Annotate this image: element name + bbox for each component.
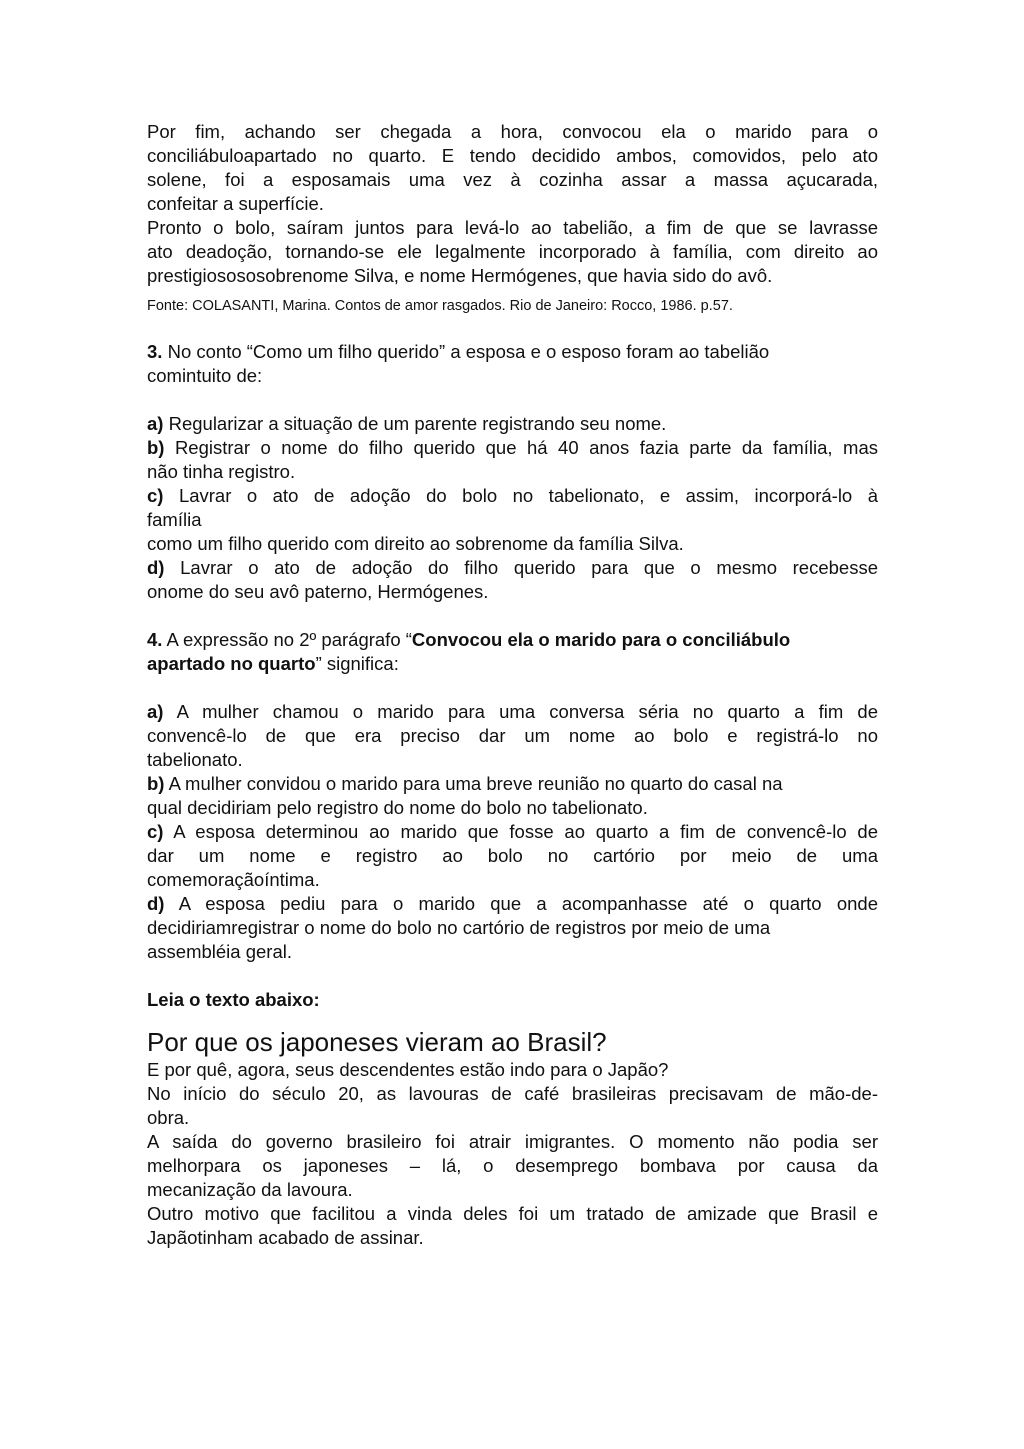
document-page [147, 120, 878, 1250]
option-b-cont: qual decidiriam pelo registro do nome do bolo no tabelionato. [147, 797, 648, 818]
option-c: c) Lavrar o ato de adoção do bolo no tabelionato, e assim, incorporá-lo à [147, 485, 878, 506]
question-3 [147, 340, 878, 604]
source-citation: Fonte: COLASANTI, Marina. Contos de amor rasgados. Rio de Janeiro: Rocco, 1986. p.57. [147, 298, 733, 314]
question-number: 3. [147, 341, 163, 362]
text-line: Pronto o bolo, saíram juntos para levá-lo ao tabelião, a fim de que se lavrasse [147, 217, 878, 238]
option-b: b) Registrar o nome do filho querido que há 40 anos fazia parte da família, mas [147, 437, 878, 458]
question-stem: No conto “Como um filho querido” a esposa e o esposo foram ao tabelião [162, 341, 770, 362]
text-line: conciliábuloapartado no quarto. E tendo decidido ambos, comovidos, pelo ato [147, 145, 878, 166]
option-c-cont: comemoraçãoíntima. [147, 869, 320, 890]
option-a-cont: convencê-lo de que era preciso dar um nome ao bolo e registrá-lo no [147, 725, 878, 746]
option-d: d) Lavrar o ato de adoção do filho querido para que o mesmo recebesse [147, 557, 878, 578]
text-line: mecanização da lavoura. [147, 1179, 353, 1200]
article-title: Por que os japoneses vieram ao Brasil? [147, 1027, 607, 1057]
text-line: melhorpara os japoneses – lá, o desemprego bombava por causa da [147, 1155, 878, 1176]
text-line: solene, foi a esposamais uma vez à cozinha assar a massa açucarada, [147, 169, 878, 190]
text-line: No início do século 20, as lavouras de café brasileiras precisavam de mão-de- [147, 1083, 878, 1104]
option-b-cont: não tinha registro. [147, 461, 296, 482]
option-d-cont: assembléia geral. [147, 941, 292, 962]
article-body [147, 1058, 878, 1250]
text-line: Outro motivo que facilitou a vinda deles foi um tratado de amizade que Brasil e [147, 1203, 878, 1224]
text-line: prestigiosososobrenome Silva, e nome Hermógenes, que havia sido do avô. [147, 265, 773, 286]
option-b: b) A mulher convidou o marido para uma breve reunião no quarto do casal na [147, 773, 783, 794]
passage-excerpt [147, 120, 878, 288]
text-line: Por fim, achando ser chegada a hora, convocou ela o marido para o [147, 121, 878, 142]
section-instruction: Leia o texto abaixo: [147, 989, 320, 1010]
option-c-cont: dar um nome e registro ao bolo no cartório por meio de uma [147, 845, 878, 866]
option-a: a) Regularizar a situação de um parente registrando seu nome. [147, 413, 667, 434]
question-stem: comintuito de: [147, 365, 263, 386]
text-line: obra. [147, 1107, 190, 1128]
text-line: A saída do governo brasileiro foi atrair imigrantes. O momento não podia ser [147, 1131, 878, 1152]
option-a-cont: tabelionato. [147, 749, 243, 770]
text-line: ato deadoção, tornando-se ele legalmente incorporado à família, com direito ao [147, 241, 878, 262]
question-4: 4. A expressão no 2º parágrafo “Convocou ela o marido para o conciliábulo apartado no quarto” significa: a) A mulher chamou o marido para uma conversa séria no quarto a fim de convencê-lo de que era preciso dar um nome ao bolo e registrá-lo no tabelionato. b) A mulher convidou o marido para uma breve reunião no quarto do casal na qual decidiriam pelo registro do nome do bolo no tabelionato. c) A esposa determinou ao marido que fosse ao quarto a fim de convencê-lo de dar um nome e registro ao bolo no cartório por meio de uma comemoraçãoíntima. d) A esposa pediu para o marido que a acompanhasse até o quarto onde decidiriamregistrar o nome do bolo no cartório de registros por meio de uma assembléia geral. [147, 629, 878, 962]
text-line: E por quê, agora, seus descendentes estão indo para o Japão? [147, 1059, 669, 1080]
option-a: a) A mulher chamou o marido para uma conversa séria no quarto a fim de [147, 701, 878, 722]
option-d-cont: onome do seu avô paterno, Hermógenes. [147, 581, 489, 602]
question-number: 4. [147, 629, 163, 650]
option-c-cont: família [147, 509, 202, 530]
text-line: Japãotinham acabado de assinar. [147, 1227, 424, 1248]
option-c-cont: como um filho querido com direito ao sobrenome da família Silva. [147, 533, 684, 554]
text-line: confeitar a superfície. [147, 193, 324, 214]
option-d-cont: decidiriamregistrar o nome do bolo no cartório de registros por meio de uma [147, 917, 771, 938]
option-c: c) A esposa determinou ao marido que fosse ao quarto a fim de convencê-lo de [147, 821, 878, 842]
option-d: d) A esposa pediu para o marido que a acompanhasse até o quarto onde [147, 893, 878, 914]
